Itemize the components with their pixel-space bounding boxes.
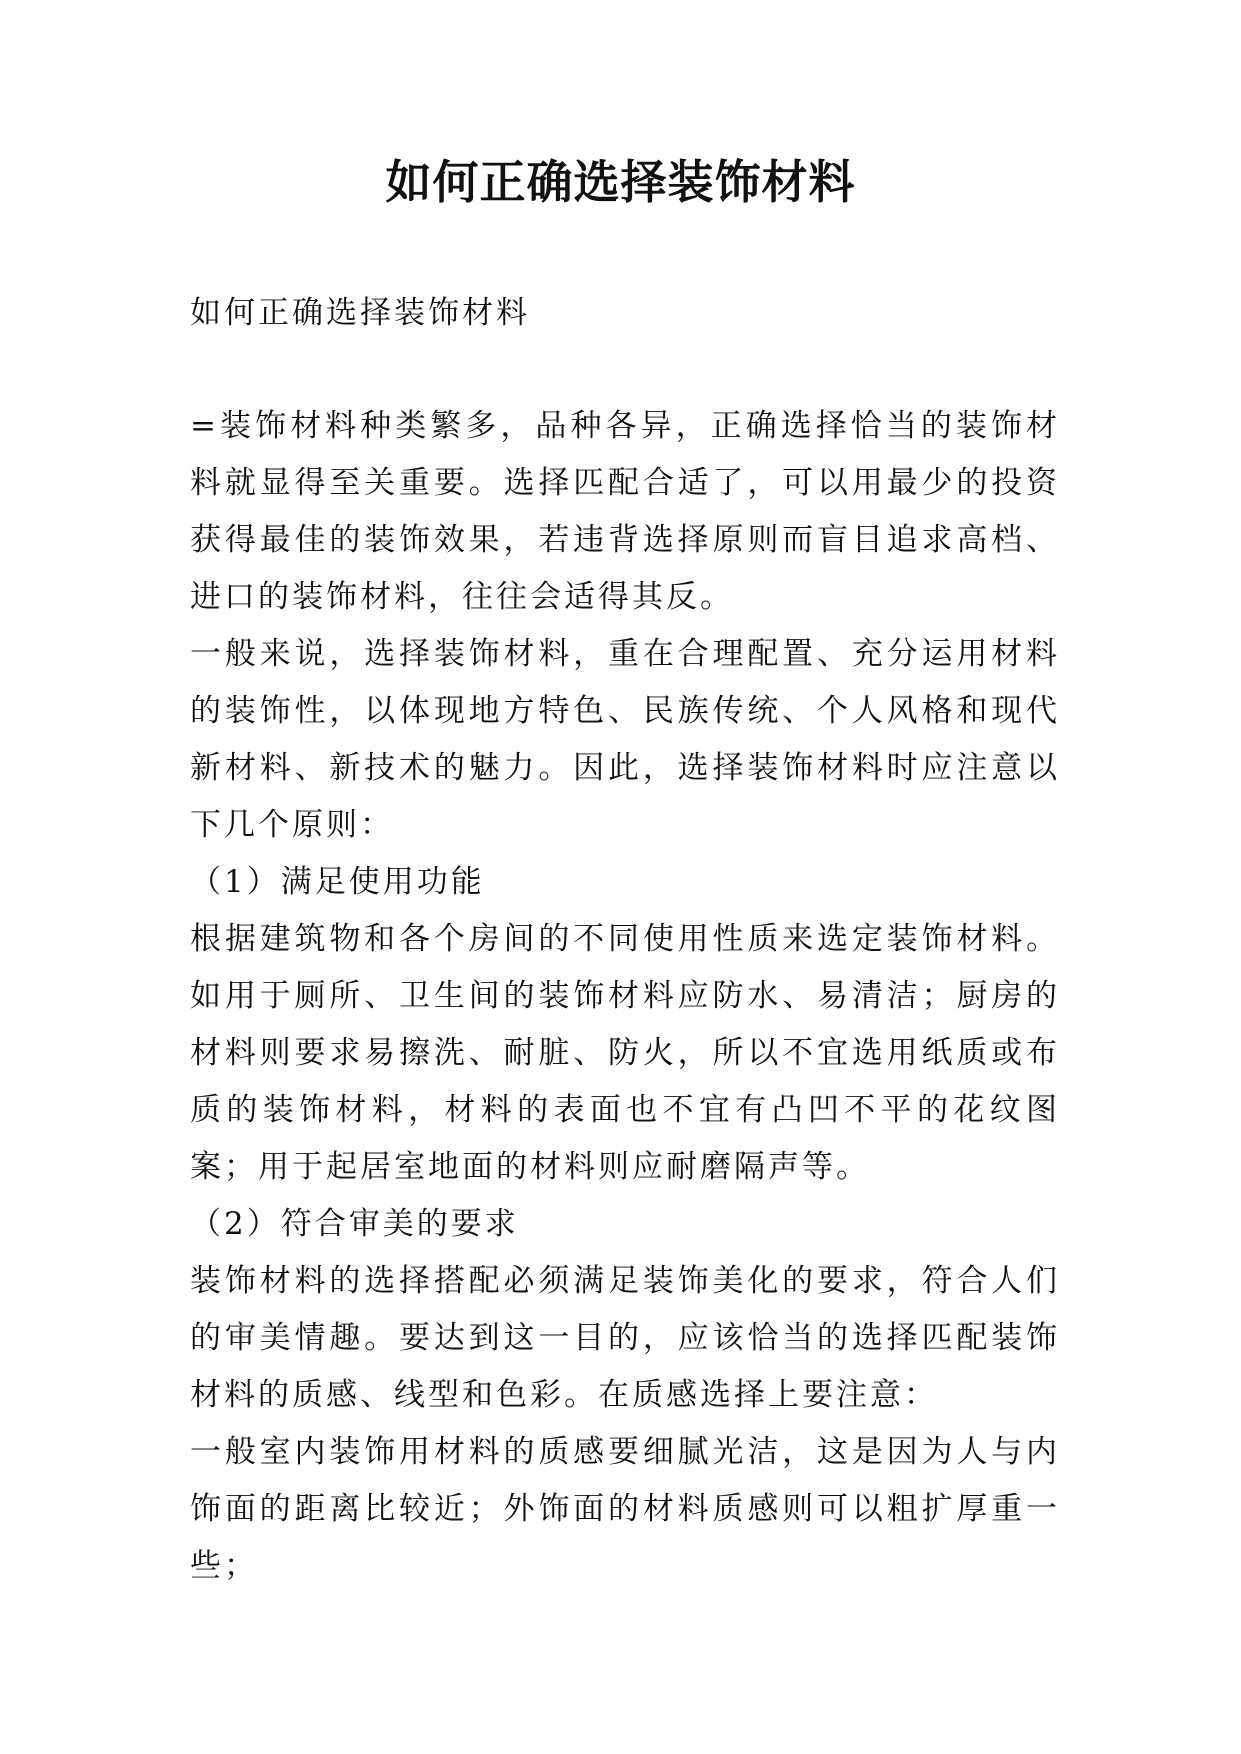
document-body — [190, 285, 1060, 1595]
paragraph-principles: 一般来说，选择装饰材料，重在合理配置、充分运用材料的装饰性，以体现地方特色、民族传统、个人风格和现代新材料、新技术的魅力。因此，选择装饰材料时应注意以下几个原则： — [190, 636, 1060, 843]
document-subtitle: 如何正确选择装饰材料 — [190, 295, 530, 331]
section-heading-function: （1）满足使用功能 — [190, 864, 485, 900]
paragraph-texture: 一般室内装饰用材料的质感要细腻光洁，这是因为人与内饰面的距离比较近；外饰面的材料质感则可以粗扩厚重一些； — [190, 1434, 1060, 1584]
paragraph-aesthetics: 装饰材料的选择搭配必须满足装饰美化的要求，符合人们的审美情趣。要达到这一目的，应该恰当的选择匹配装饰材料的质感、线型和色彩。在质感选择上要注意： — [190, 1263, 1060, 1413]
paragraph-function: 根据建筑物和各个房间的不同使用性质来选定装饰材料。如用于厕所、卫生间的装饰材料应防水、易清洁；厨房的材料则要求易擦洗、耐脏、防火，所以不宜选用纸质或布质的装饰材料，材料的表面也不宜有凸凹不平的花纹图案；用于起居室地面的材料则应耐磨隔声等。 — [190, 921, 1060, 1185]
document-title: 如何正确选择装饰材料 — [385, 155, 856, 209]
section-heading-aesthetics: （2）符合审美的要求 — [190, 1206, 519, 1242]
paragraph-intro: =装饰材料种类繁多，品种各异，正确选择恰当的装饰材料就显得至关重要。选择匹配合适了，可以用最少的投资获得最佳的装饰效果，若违背选择原则而盲目追求高档、进口的装饰材料，往往会适得其反。 — [190, 408, 1060, 615]
